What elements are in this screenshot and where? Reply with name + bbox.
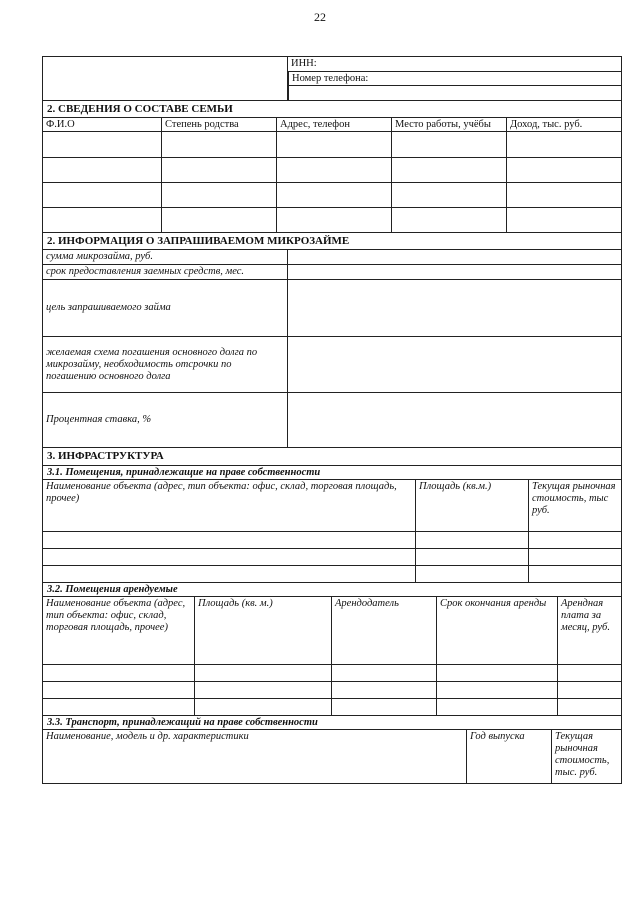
family-cell[interactable] xyxy=(506,158,621,182)
rented-cell[interactable] xyxy=(194,699,331,715)
rented-cell[interactable] xyxy=(436,682,557,698)
family-title: 2. СВЕДЕНИЯ О СОСТАВЕ СЕМЬИ xyxy=(47,103,233,115)
family-cell[interactable] xyxy=(161,158,276,182)
rented-cell[interactable] xyxy=(557,665,621,681)
owned-cell[interactable] xyxy=(43,549,415,565)
owned-cell[interactable] xyxy=(528,532,621,548)
loan-term-field[interactable] xyxy=(287,265,621,279)
owned-header-area: Площадь (кв.м.) xyxy=(415,480,528,531)
loan-purpose-label: цель запрашиваемого займа xyxy=(46,302,171,313)
family-cell[interactable] xyxy=(276,208,391,232)
transport-header-value: Текущая рыночная стоимость, тыс. руб. xyxy=(551,730,621,783)
loan-schedule-field[interactable] xyxy=(287,337,621,392)
family-cell[interactable] xyxy=(43,208,161,232)
family-cell[interactable] xyxy=(276,132,391,157)
transport-header-year: Год выпуска xyxy=(466,730,551,783)
rented-header-landlord: Арендодатель xyxy=(331,597,436,664)
loan-rate-label: Процентная ставка, % xyxy=(46,414,152,425)
form-sheet xyxy=(42,56,622,784)
owned-header-object: Наименование объекта (адрес, тип объекта: офис, склад, торговая площадь, прочее) xyxy=(46,481,397,504)
rented-cell[interactable] xyxy=(557,699,621,715)
owned-title: 3.1. Помещения, принадлежащие на праве собственности xyxy=(47,467,321,478)
family-cell[interactable] xyxy=(276,158,391,182)
family-cell[interactable] xyxy=(161,208,276,232)
rented-header-rent: Арендная плата за месяц, руб. xyxy=(557,597,621,664)
loan-schedule-label: желаемая схема погашения основного долга по микрозайму, необходимость отсрочки по погашению основного долга xyxy=(46,346,258,382)
rented-cell[interactable] xyxy=(331,682,436,698)
rented-cell[interactable] xyxy=(331,665,436,681)
rented-cell[interactable] xyxy=(43,699,194,715)
rented-cell[interactable] xyxy=(43,665,194,681)
rented-cell[interactable] xyxy=(331,699,436,715)
phone-label: Номер телефона: xyxy=(288,72,621,87)
loan-amount-field[interactable] xyxy=(287,250,621,264)
owned-cell[interactable] xyxy=(528,549,621,565)
rented-cell[interactable] xyxy=(436,665,557,681)
transport-header-row xyxy=(43,730,621,784)
page-number: 22 xyxy=(314,10,326,24)
owned-row xyxy=(43,566,621,583)
owned-cell[interactable] xyxy=(43,532,415,548)
rented-cell[interactable] xyxy=(436,699,557,715)
owned-cell[interactable] xyxy=(415,532,528,548)
loan-rate-field[interactable] xyxy=(287,393,621,447)
transport-header-name: Наименование, модель и др. характеристики xyxy=(46,731,249,742)
rented-header-area: Площадь (кв. м.) xyxy=(194,597,331,664)
top-left-cell[interactable] xyxy=(43,57,287,100)
family-row xyxy=(43,208,621,233)
family-header-address: Адрес, телефон xyxy=(276,118,391,131)
loan-row-amount xyxy=(43,250,621,265)
rented-header-row xyxy=(43,597,621,665)
transport-title-row xyxy=(43,716,621,730)
family-cell[interactable] xyxy=(276,183,391,207)
family-row xyxy=(43,158,621,183)
top-block xyxy=(43,57,621,101)
family-cell[interactable] xyxy=(391,183,506,207)
family-header-relation: Степень родства xyxy=(161,118,276,131)
inn-label: ИНН: xyxy=(288,57,621,72)
loan-title: 2. ИНФОРМАЦИЯ О ЗАПРАШИВАЕМОМ МИКРОЗАЙМЕ xyxy=(47,235,350,247)
loan-row-rate xyxy=(43,393,621,448)
rented-cell[interactable] xyxy=(194,682,331,698)
family-cell[interactable] xyxy=(43,183,161,207)
rented-row xyxy=(43,682,621,699)
infra-title: 3. ИНФРАСТРУКТУРА xyxy=(47,450,164,462)
family-cell[interactable] xyxy=(506,208,621,232)
top-right-blank[interactable] xyxy=(288,86,621,100)
family-cell[interactable] xyxy=(391,158,506,182)
family-row xyxy=(43,132,621,158)
owned-header-value: Текущая рыночная стоимость, тыс руб. xyxy=(528,480,621,531)
owned-header-row xyxy=(43,480,621,532)
owned-cell[interactable] xyxy=(43,566,415,582)
family-cell[interactable] xyxy=(161,132,276,157)
infra-title-row xyxy=(43,448,621,466)
loan-title-row xyxy=(43,233,621,250)
family-header-row xyxy=(43,118,621,132)
rented-cell[interactable] xyxy=(43,682,194,698)
family-title-row xyxy=(43,101,621,118)
owned-title-row xyxy=(43,466,621,480)
loan-amount-label: сумма микрозайма, руб. xyxy=(46,251,153,262)
family-cell[interactable] xyxy=(43,132,161,157)
owned-cell[interactable] xyxy=(415,549,528,565)
rented-cell[interactable] xyxy=(557,682,621,698)
family-cell[interactable] xyxy=(43,158,161,182)
loan-purpose-field[interactable] xyxy=(287,280,621,336)
owned-row xyxy=(43,549,621,566)
transport-title: 3.3. Транспорт, принадлежащий на праве собственности xyxy=(47,717,318,728)
rented-row xyxy=(43,665,621,682)
family-header-work: Место работы, учёбы xyxy=(391,118,506,131)
owned-cell[interactable] xyxy=(415,566,528,582)
owned-cell[interactable] xyxy=(528,566,621,582)
family-row xyxy=(43,183,621,208)
loan-row-schedule xyxy=(43,337,621,393)
loan-term-label: срок предоставления заемных средств, мес. xyxy=(46,266,245,277)
family-cell[interactable] xyxy=(391,208,506,232)
loan-row-term xyxy=(43,265,621,280)
family-cell[interactable] xyxy=(391,132,506,157)
loan-row-purpose xyxy=(43,280,621,337)
rented-title-row xyxy=(43,583,621,597)
family-header-income: Доход, тыс. руб. xyxy=(506,118,621,131)
rented-title: 3.2. Помещения арендуемые xyxy=(47,584,178,595)
family-cell[interactable] xyxy=(161,183,276,207)
owned-row xyxy=(43,532,621,549)
rented-cell[interactable] xyxy=(194,665,331,681)
family-cell[interactable] xyxy=(506,183,621,207)
family-header-name: Ф.И.О xyxy=(46,119,75,130)
rented-header-term: Срок окончания аренды xyxy=(436,597,557,664)
rented-header-object: Наименование объекта (адрес, тип объекта: офис, склад, торговая площадь, прочее) xyxy=(46,598,186,633)
rented-row xyxy=(43,699,621,716)
top-right-cell xyxy=(287,57,621,100)
family-cell[interactable] xyxy=(506,132,621,157)
